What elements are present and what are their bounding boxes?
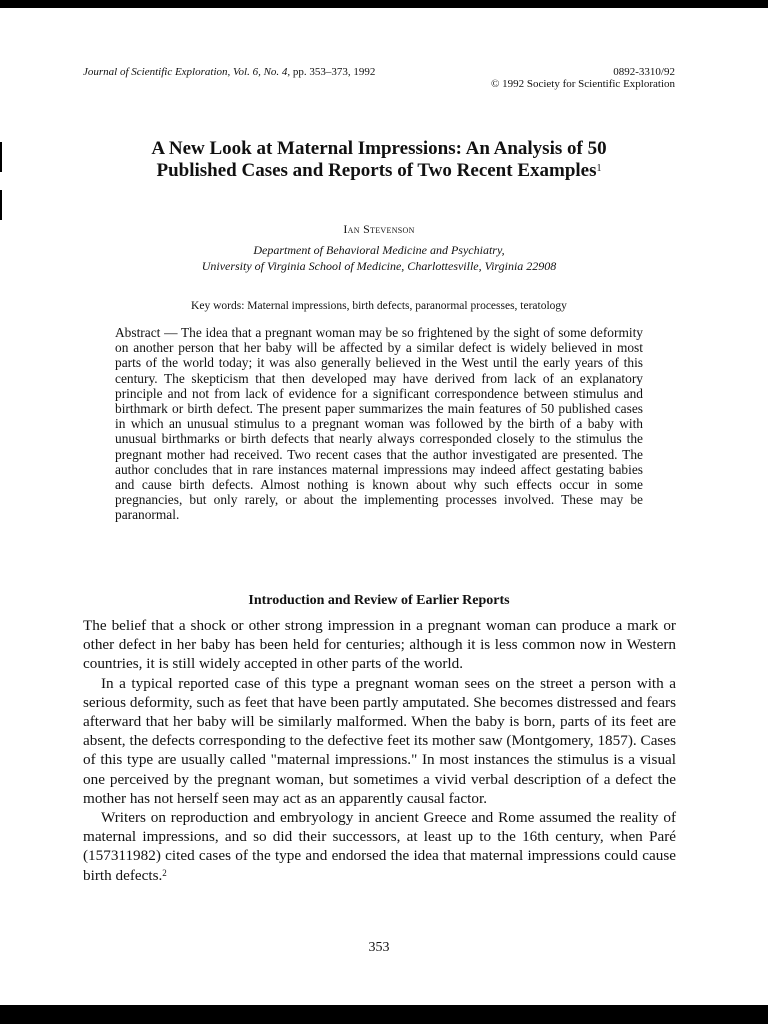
issn-code: 0892-3310/92 bbox=[613, 66, 675, 78]
body-text bbox=[83, 616, 676, 885]
page-number: 353 bbox=[368, 940, 390, 955]
title-line: A New Look at Maternal Impressions: An Analysis of 50 bbox=[151, 138, 607, 159]
copyright-line: © 1992 Society for Scientific Exploration bbox=[490, 78, 675, 90]
title-line: Published Cases and Reports of Two Recent Examples$^1$ bbox=[156, 160, 602, 181]
body-paragraph: In a typical reported case of this type a pregnant woman sees on the street a person with a serious deformity, such as feet that have been partly amputated. She becomes distressed and fears afterward that her baby will be similarly malformed. When the baby is born, parts of its feet are absent, the defects corresponding to the defective feet its mother saw (Montgomery, 1857). Cases of this type are usually called "maternal impressions." In most instances the stimulus is a visual one perceived by the pregnant woman, but sometimes a vivid verbal description of a defect the mother has not herself seen may act as an apparently causal factor. bbox=[83, 674, 676, 807]
abstract-paragraph: Abstract — The idea that a pregnant woman may be so frightened by the sight of some deformity on another person that her baby will be affected by a similar defect is widely believed in most parts of the world today; it was also generally believed in the West until the early years of this century. The skepticism that then developed may have derived from lack of an explanatory principle and not from lack of evidence for a significant correspondence between stimulus and birthmark or birth defect. The present paper summarizes the main features of 50 published cases in which an unusual stimulus to a pregnant woman was followed by the birth of a baby with unusual birthmarks or birth defects that nearly always corresponded closely to the stimulus the pregnant mother had received. Two recent cases that the author investigated are presented. The author concludes that in rare instances maternal impressions may indeed affect gestating babies and cause birth defects. Almost nothing is known about why such effects occur in some pregnancies, but only rarely, or about the implementing processes involved. These may be paranormal. bbox=[115, 325, 643, 523]
footnote-marker: 2 bbox=[162, 867, 167, 878]
scan-margin-mark bbox=[0, 142, 2, 172]
running-header-citation bbox=[83, 66, 375, 78]
author-name: Ian Stevenson bbox=[343, 222, 415, 236]
keywords-line: Key words: Maternal impressions, birth defects, paranormal processes, teratology bbox=[191, 300, 567, 312]
scan-top-border bbox=[0, 0, 768, 8]
title-footnote-marker: 1 bbox=[596, 163, 602, 174]
scan-margin-mark bbox=[0, 190, 2, 220]
running-header-rights bbox=[491, 66, 675, 90]
body-paragraph: Writers on reproduction and embryology in ancient Greece and Rome assumed the reality of maternal impressions, and so did their successors, at least up to the 16th century, when Paré (157311982) cited cases of the type and endorsed the idea that maternal impressions could cause birth defects.$^2$ bbox=[83, 809, 676, 884]
body-paragraph: The belief that a shock or other strong impression in a pregnant woman can produce a mark or other defect in her baby has been held for centuries; although it is less common now in Western countries, it is still widely accepted in other parts of the world. bbox=[83, 617, 676, 673]
journal-volume: Vol. 6, No. 4, bbox=[233, 66, 291, 78]
affiliation-line: University of Virginia School of Medicine, Charlottesville, Virginia 22908 bbox=[201, 259, 557, 273]
affiliation-line: Department of Behavioral Medicine and Psychiatry, bbox=[253, 243, 505, 257]
section-heading: Introduction and Review of Earlier Reports bbox=[248, 593, 510, 608]
journal-name: Journal of Scientific Exploration, bbox=[83, 66, 231, 78]
article-title bbox=[84, 138, 674, 182]
journal-pages: pp. 353–373, 1992 bbox=[292, 66, 376, 78]
scan-bottom-border bbox=[0, 1005, 768, 1024]
author-affiliation bbox=[84, 242, 674, 274]
